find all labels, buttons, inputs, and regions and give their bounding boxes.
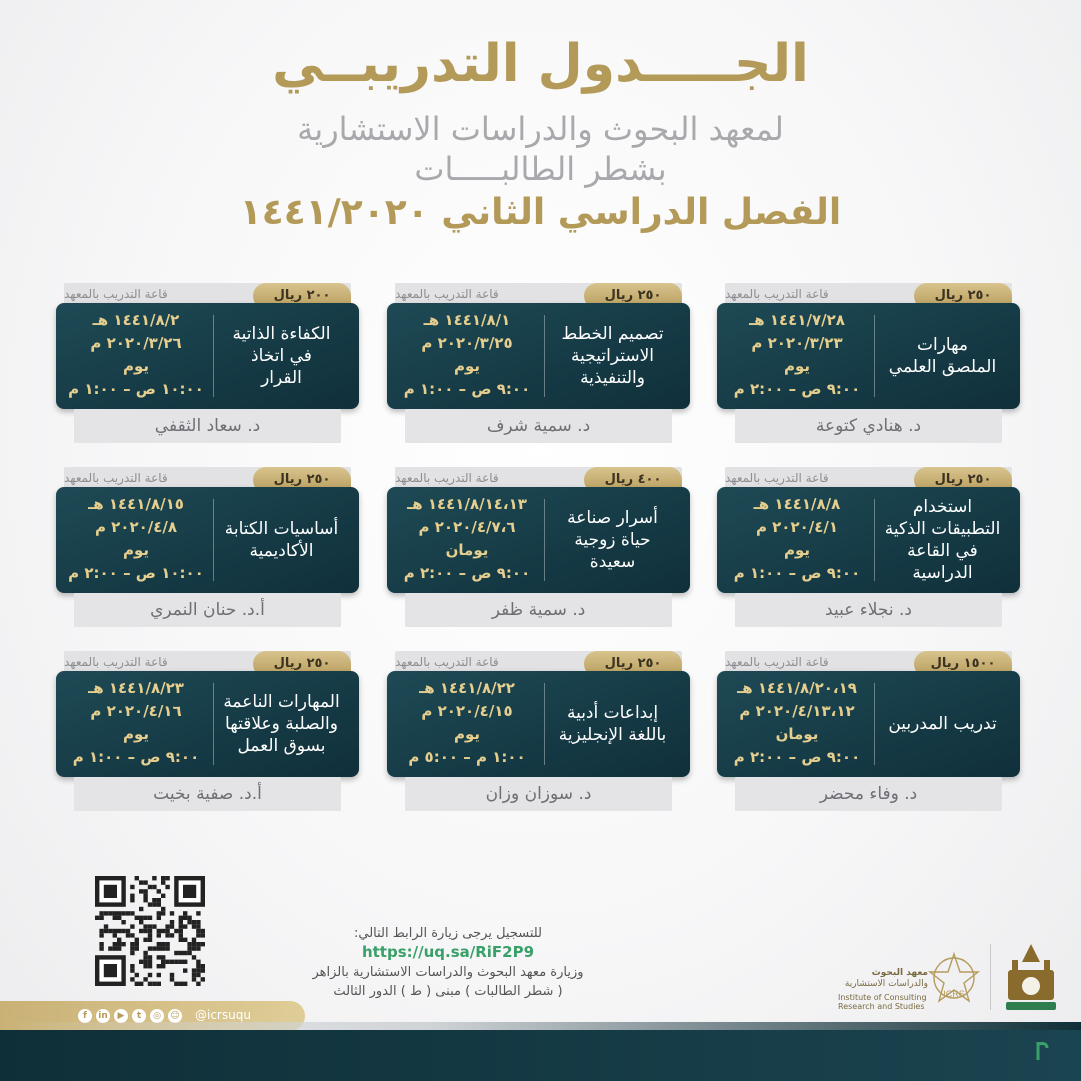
panel-divider bbox=[213, 683, 214, 765]
register-prompt: للتسجيل يرجى زيارة الرابط التالي: bbox=[353, 926, 543, 941]
venue-label: قاعة التدريب بالمعهد bbox=[64, 287, 168, 301]
duration: يوم bbox=[122, 725, 150, 743]
course-title bbox=[214, 495, 349, 585]
gregorian-date: ٢٠٢٠/٣/٢٦ م bbox=[90, 334, 182, 352]
session-time: ٩:٠٠ ص – ٢:٠٠ م bbox=[403, 564, 531, 582]
panel-divider bbox=[874, 499, 875, 581]
trainer-name: د. هنادي كتوعة bbox=[735, 409, 1002, 443]
course-title-text: المهارات الناعمة والصلبة وعلاقتها بسوق العمل bbox=[223, 691, 340, 757]
course-title bbox=[214, 311, 349, 401]
icrs-star-icon bbox=[924, 948, 984, 1008]
gregorian-date: ٢٠٢٠/٤/١٥ م bbox=[421, 702, 513, 720]
duration: يوم bbox=[122, 541, 150, 559]
course-panel bbox=[717, 487, 1020, 593]
course-panel bbox=[387, 671, 690, 777]
trainer-name: د. سمية شرف bbox=[405, 409, 672, 443]
course-panel bbox=[717, 303, 1020, 409]
icrs-mark-text: ICRS bbox=[943, 989, 965, 999]
panel-divider bbox=[544, 499, 545, 581]
duration: يوم bbox=[453, 725, 481, 743]
brand-mark-icon bbox=[1035, 1040, 1049, 1062]
gregorian-date: ٢٠٢٠/٤/٧،٦ م bbox=[418, 518, 516, 536]
course-title-text: أسرار صناعة حياة زوجية سعيدة bbox=[567, 507, 658, 573]
course-panel bbox=[717, 671, 1020, 777]
course-title bbox=[875, 311, 1010, 401]
university-crest-icon bbox=[1000, 940, 1062, 1015]
course-card[interactable] bbox=[717, 467, 1020, 639]
panel-divider bbox=[874, 683, 875, 765]
trainer-name: د. سمية ظفر bbox=[405, 593, 672, 627]
course-title bbox=[214, 679, 349, 769]
session-time: ٩:٠٠ ص – ١:٠٠ م bbox=[733, 564, 861, 582]
logo-en-line1: Institute of Consulting bbox=[838, 993, 927, 1002]
hijri-date: ١٤٤١/٨/٢ هـ bbox=[92, 311, 180, 329]
hijri-date: ١٤٤١/٨/٢٠،١٩ هـ bbox=[737, 679, 857, 697]
course-panel bbox=[56, 487, 359, 593]
duration: يوم bbox=[122, 357, 150, 375]
snapchat-icon[interactable]: ☺ bbox=[168, 1009, 182, 1023]
trainer-name: د. سعاد الثقفي bbox=[74, 409, 341, 443]
venue-label: قاعة التدريب بالمعهد bbox=[395, 471, 499, 485]
price-badge: ٢٥٠ ريال bbox=[914, 283, 1012, 309]
course-dates bbox=[393, 493, 541, 585]
gregorian-date: ٢٠٢٠/٤/٨ م bbox=[94, 518, 178, 536]
course-title-text: تصميم الخطط الاستراتيجية والتنفيذية bbox=[561, 323, 664, 389]
logo-ar-line1: معهد البحوث bbox=[871, 968, 928, 978]
duration: يوم bbox=[453, 357, 481, 375]
bottom-bar bbox=[0, 1030, 1081, 1081]
linkedin-icon[interactable]: in bbox=[96, 1009, 110, 1023]
youtube-icon[interactable]: ▶ bbox=[114, 1009, 128, 1023]
register-link[interactable]: https://uq.sa/RiF2P9 bbox=[361, 943, 535, 961]
course-title bbox=[875, 495, 1010, 585]
gregorian-date: ٢٠٢٠/٣/٢٣ م bbox=[751, 334, 843, 352]
duration: يوم bbox=[783, 541, 811, 559]
price-badge: ٤٠٠ ريال bbox=[584, 467, 682, 493]
price-badge: ٢٥٠ ريال bbox=[914, 467, 1012, 493]
session-time: ٩:٠٠ ص – ١:٠٠ م bbox=[72, 748, 200, 766]
twitter-icon[interactable]: t bbox=[132, 1009, 146, 1023]
course-card[interactable] bbox=[717, 283, 1020, 455]
gregorian-date: ٢٠٢٠/٣/٢٥ م bbox=[421, 334, 513, 352]
trainer-name: د. وفاء محضر bbox=[735, 777, 1002, 811]
page-title: الجـــــدول التدريبــي bbox=[272, 34, 809, 94]
hijri-date: ١٤٤١/٨/٢٣ هـ bbox=[88, 679, 184, 697]
venue-label: قاعة التدريب بالمعهد bbox=[725, 287, 829, 301]
venue-label: قاعة التدريب بالمعهد bbox=[395, 287, 499, 301]
term-title: الفصل الدراسي الثاني ١٤٤١/٢٠٢٠ bbox=[239, 192, 842, 233]
course-title bbox=[875, 679, 1010, 769]
course-dates bbox=[723, 493, 871, 585]
course-dates bbox=[62, 677, 210, 769]
course-dates bbox=[723, 677, 871, 769]
instagram-icon[interactable]: ◎ bbox=[150, 1009, 164, 1023]
course-title-text: إبداعات أدبية باللغة الإنجليزية bbox=[558, 702, 667, 745]
price-badge: ٢٥٠ ريال bbox=[584, 651, 682, 677]
venue-label: قاعة التدريب بالمعهد bbox=[64, 655, 168, 669]
course-title bbox=[545, 495, 680, 585]
gregorian-date: ٢٠٢٠/٤/١ م bbox=[755, 518, 839, 536]
course-panel bbox=[56, 671, 359, 777]
course-title-text: أساسيات الكتابة الأكاديمية bbox=[224, 518, 339, 561]
panel-divider bbox=[544, 683, 545, 765]
panel-divider bbox=[213, 499, 214, 581]
price-badge: ٢٠٠ ريال bbox=[253, 283, 351, 309]
price-badge: ١٥٠٠ ريال bbox=[914, 651, 1012, 677]
session-time: ٩:٠٠ ص – ٢:٠٠ م bbox=[733, 380, 861, 398]
qr-code[interactable] bbox=[95, 876, 205, 986]
course-dates bbox=[723, 309, 871, 401]
venue-label: قاعة التدريب بالمعهد bbox=[64, 471, 168, 485]
course-card[interactable] bbox=[56, 283, 359, 455]
trainer-name: د. نجلاء عبيد bbox=[735, 593, 1002, 627]
course-dates bbox=[393, 677, 541, 769]
panel-divider bbox=[213, 315, 214, 397]
course-card[interactable] bbox=[387, 467, 690, 639]
session-time: ١٠:٠٠ ص – ٢:٠٠ م bbox=[68, 564, 204, 582]
course-panel bbox=[387, 303, 690, 409]
duration: يومان bbox=[775, 725, 819, 743]
social-handle[interactable]: @icrsuqu bbox=[195, 1008, 251, 1022]
course-title bbox=[545, 311, 680, 401]
course-title-text: تدريب المدربين bbox=[888, 713, 997, 734]
course-dates bbox=[62, 493, 210, 585]
course-title bbox=[545, 679, 680, 769]
course-card[interactable] bbox=[387, 651, 690, 823]
gregorian-date: ٢٠٢٠/٤/١٦ م bbox=[90, 702, 182, 720]
session-time: ٩:٠٠ ص – ١:٠٠ م bbox=[403, 380, 531, 398]
course-dates bbox=[393, 309, 541, 401]
course-title-text: استخدام التطبيقات الذكية في القاعة الدراسية bbox=[884, 496, 1001, 584]
institute-subtitle: لمعهد البحوث والدراسات الاستشارية bbox=[297, 110, 784, 148]
logo-en-line2: Research and Studies bbox=[838, 1002, 925, 1011]
session-time: ١:٠٠ م – ٥:٠٠ م bbox=[408, 748, 526, 766]
facebook-icon[interactable]: f bbox=[78, 1009, 92, 1023]
hijri-date: ١٤٤١/٧/٢٨ هـ bbox=[749, 311, 845, 329]
course-panel bbox=[387, 487, 690, 593]
hijri-date: ١٤٤١/٨/١٤،١٣ هـ bbox=[407, 495, 527, 513]
trainer-name: أ.د. حنان النمري bbox=[74, 593, 341, 627]
course-dates bbox=[62, 309, 210, 401]
trainer-name: أ.د. صفية بخيت bbox=[74, 777, 341, 811]
trainer-name: د. سوزان وزان bbox=[405, 777, 672, 811]
section-subtitle: بشطر الطالبـــــات bbox=[414, 150, 667, 188]
venue-label: قاعة التدريب بالمعهد bbox=[725, 471, 829, 485]
hijri-date: ١٤٤١/٨/٨ هـ bbox=[753, 495, 841, 513]
venue-label: قاعة التدريب بالمعهد bbox=[395, 655, 499, 669]
visit-text: وزيارة معهد البحوث والدراسات الاستشارية بالزاهر bbox=[312, 965, 584, 980]
price-badge: ٢٥٠ ريال bbox=[253, 651, 351, 677]
hijri-date: ١٤٤١/٨/٢٢ هـ bbox=[419, 679, 515, 697]
panel-divider bbox=[544, 315, 545, 397]
course-card[interactable] bbox=[56, 651, 359, 823]
duration: يومان bbox=[445, 541, 489, 559]
session-time: ٩:٠٠ ص – ٢:٠٠ م bbox=[733, 748, 861, 766]
building-text: ( شطر الطالبات ) مبنى ( ط ) الدور الثالث bbox=[333, 984, 563, 999]
icrs-logo bbox=[838, 948, 965, 1011]
session-time: ١٠:٠٠ ص – ١:٠٠ م bbox=[68, 380, 204, 398]
duration: يوم bbox=[783, 357, 811, 375]
course-card[interactable] bbox=[56, 467, 359, 639]
gregorian-date: ٢٠٢٠/٤/١٣،١٢ م bbox=[739, 702, 855, 720]
price-badge: ٢٥٠ ريال bbox=[253, 467, 351, 493]
price-badge: ٢٥٠ ريال bbox=[584, 283, 682, 309]
hijri-date: ١٤٤١/٨/١ هـ bbox=[423, 311, 511, 329]
logo-divider bbox=[990, 944, 991, 1010]
course-title-text: الكفاءة الذاتية في اتخاذ القرار bbox=[232, 323, 331, 389]
course-card[interactable] bbox=[387, 283, 690, 455]
course-card[interactable] bbox=[717, 651, 1020, 823]
logo-ar-line2: والدراسات الاستشارية bbox=[844, 979, 928, 989]
course-panel bbox=[56, 303, 359, 409]
hijri-date: ١٤٤١/٨/١٥ هـ bbox=[88, 495, 184, 513]
venue-label: قاعة التدريب بالمعهد bbox=[725, 655, 829, 669]
panel-divider bbox=[874, 315, 875, 397]
course-title-text: مهارات الملصق العلمي bbox=[888, 334, 997, 377]
